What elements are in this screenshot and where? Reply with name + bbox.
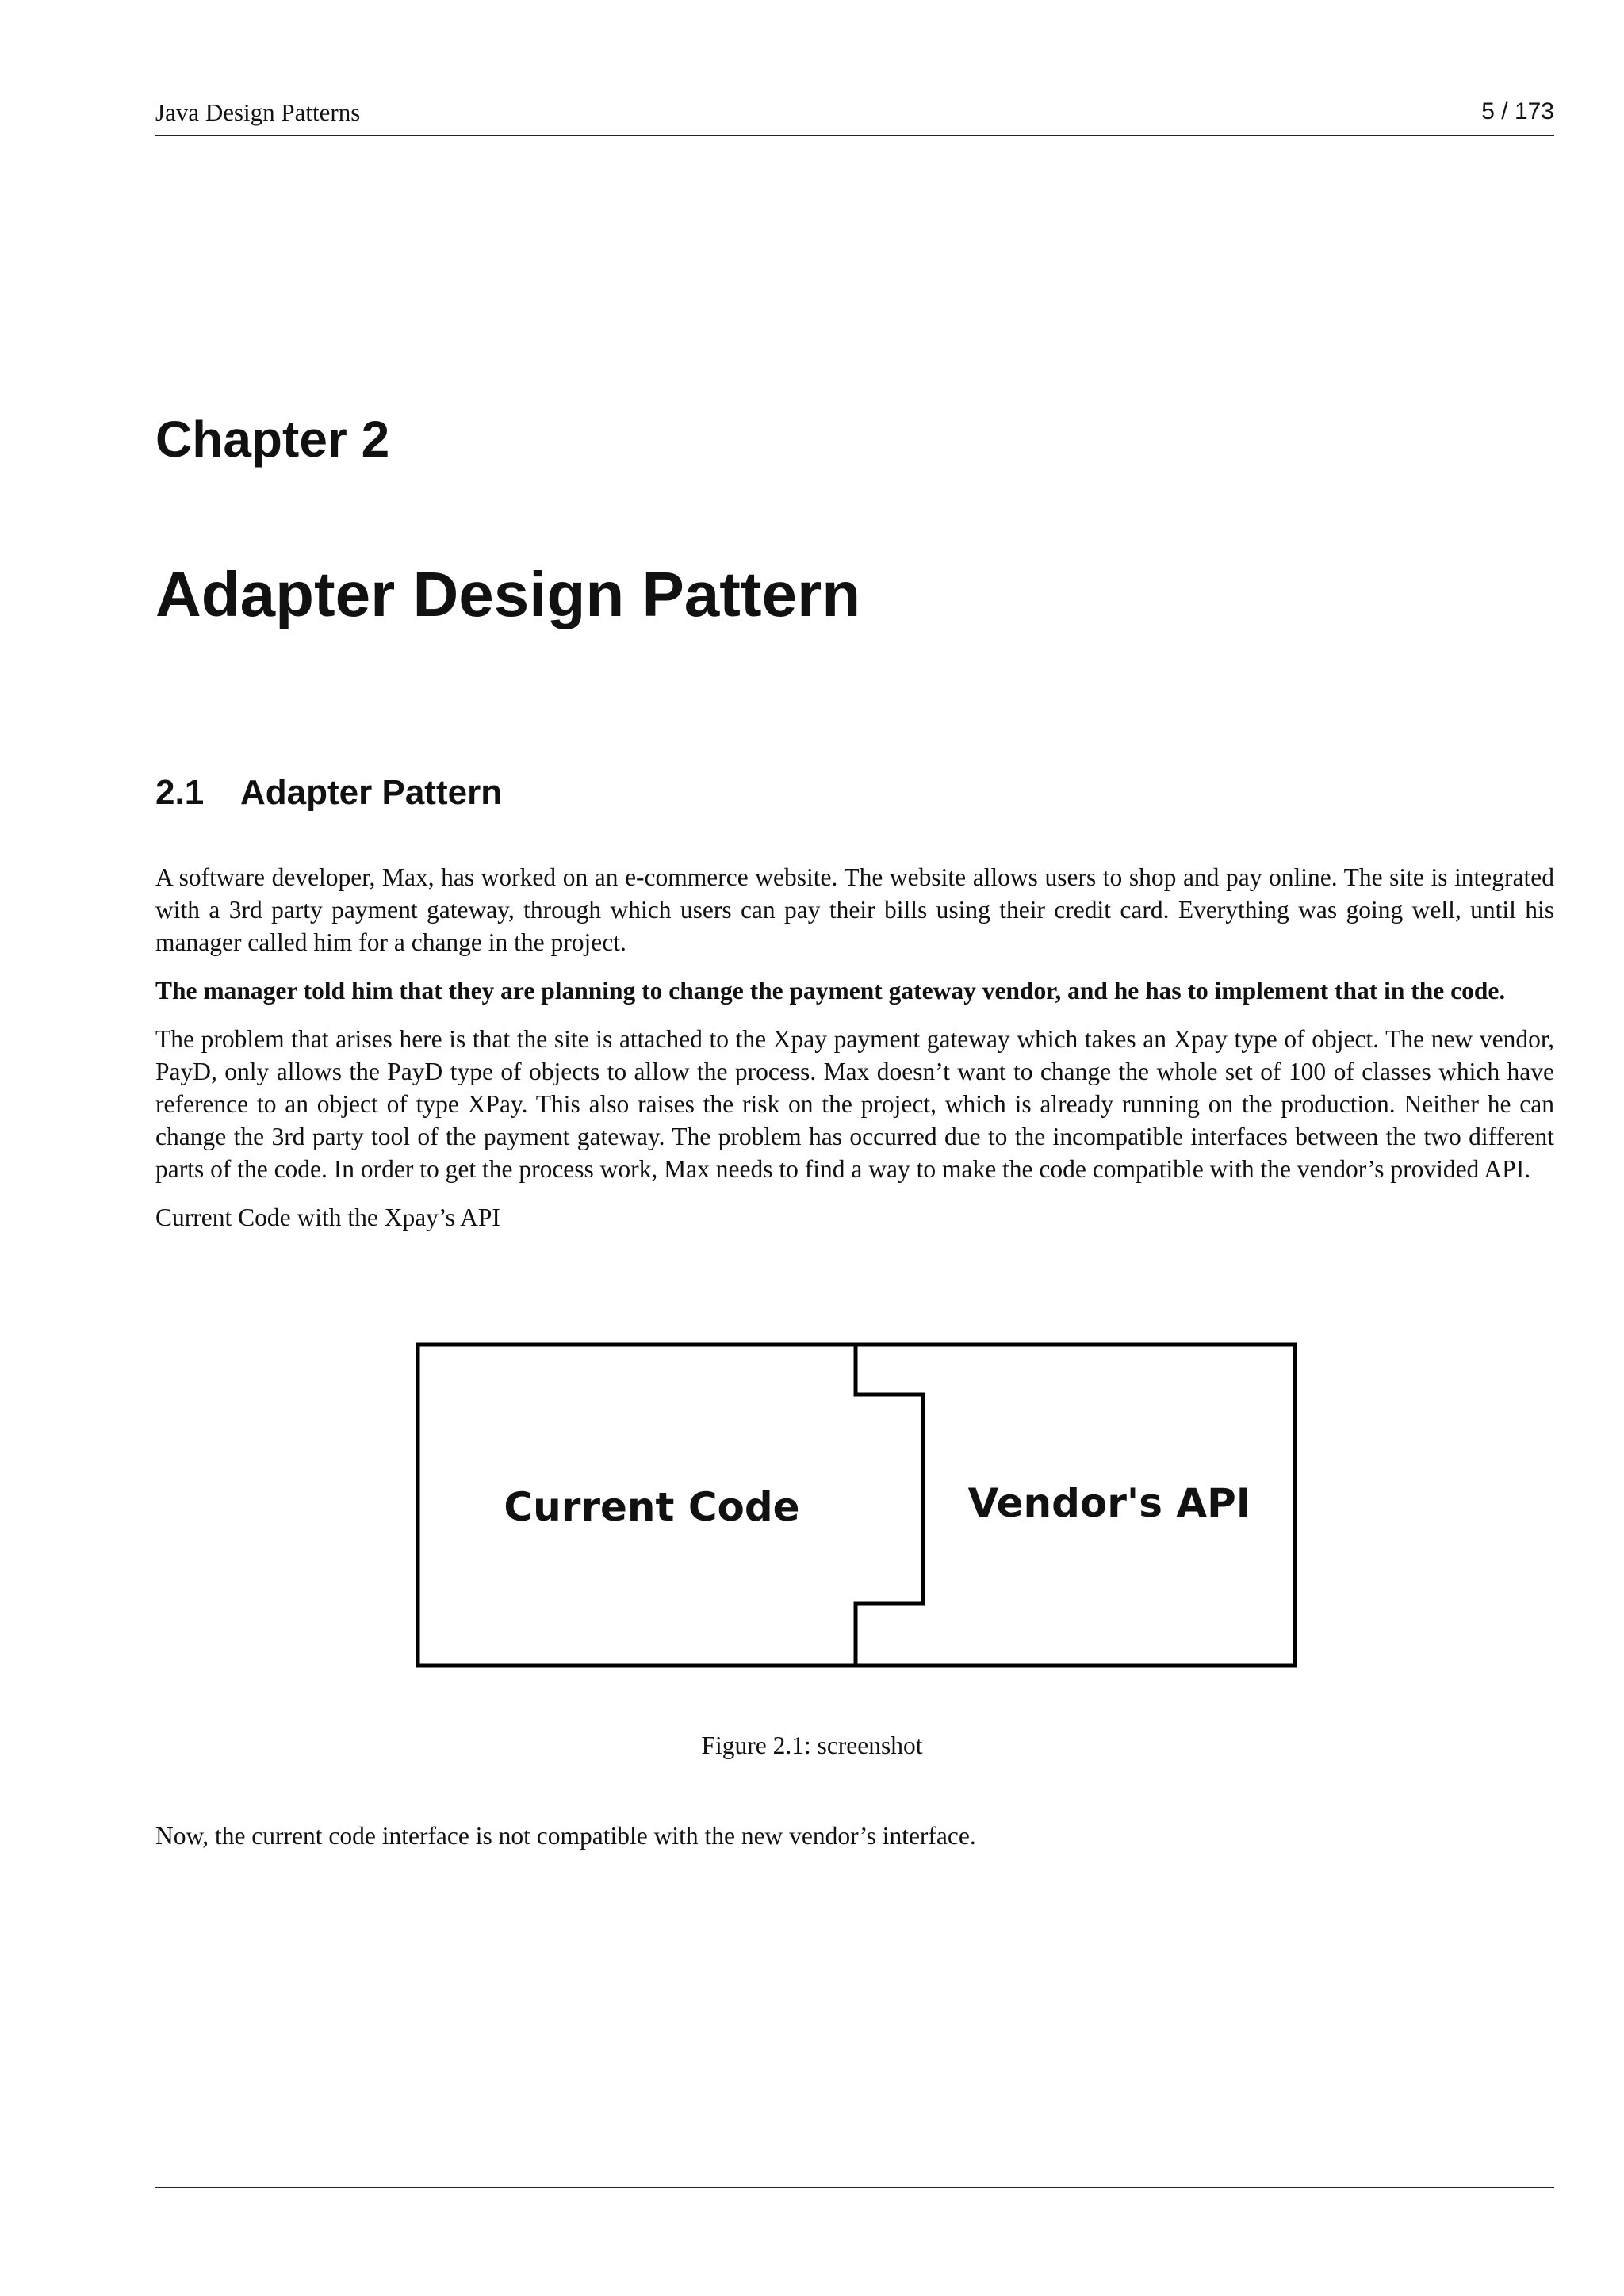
closing-paragraph: Now, the current code interface is not compatible with the new vendor’s interface. <box>155 1822 976 1850</box>
paragraph-problem: The problem that arises here is that the site is attached to the Xpay payment gateway which takes an Xpay type of object. The new vendor, PayD, only allows the PayD type of objects to allow the process. Max doesn’t want to change the whole set of 100 of classes which have reference to an object of type XPay. This also raises the risk on the project, which is already running on the production. Neither he can change the 3rd party tool of the payment gateway. The problem has occurred due to the incompatible interfaces between the two different parts of the code. In order to get the process work, Max needs to find a way to make the code compatible with the vendor’s provided API. <box>155 1025 1554 1183</box>
body-text <box>155 861 1554 1249</box>
figure-caption: Figure 2.1: screenshot <box>701 1732 923 1759</box>
section-title: Adapter Pattern <box>240 773 503 812</box>
section-heading <box>155 775 502 810</box>
page-number: 5 / 173 <box>1481 98 1554 124</box>
running-header <box>155 98 1554 136</box>
book-title: Java Design Patterns <box>155 98 361 126</box>
chapter-title: Adapter Design Pattern <box>155 559 861 629</box>
paragraph-manager: The manager told him that they are planning to change the payment gateway vendor, and he has to implement that in the code. <box>155 977 1506 1004</box>
vendor-api-label: Vendor's API <box>967 1480 1251 1526</box>
paragraph-current-code: Current Code with the Xpay’s API <box>155 1203 500 1231</box>
paragraph-intro: A software developer, Max, has worked on an e-commerce website. The website allows users to shop and pay online. The site is integrated with a 3rd party payment gateway, through which users can pay their bills using their credit card. Everything was going well, until his manager called him for a change in the project. <box>155 863 1554 956</box>
footer-rule <box>155 2187 1554 2188</box>
current-code-label: Current Code <box>504 1484 800 1530</box>
adapter-figure <box>416 1342 1297 1668</box>
figure-diagram <box>416 1342 1297 1668</box>
chapter-label: Chapter 2 <box>155 411 390 468</box>
section-number: 2.1 <box>155 773 205 812</box>
